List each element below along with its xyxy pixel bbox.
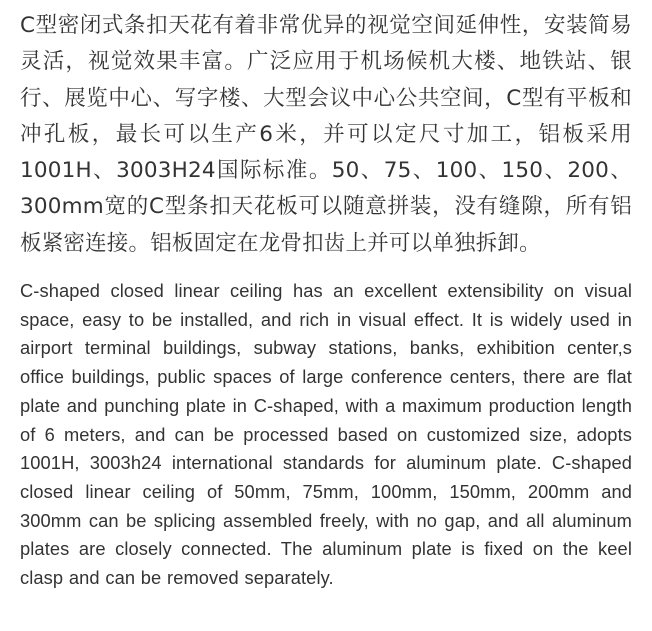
- chinese-description-paragraph: C型密闭式条扣天花有着非常优异的视觉空间延伸性，安装简易灵活，视觉效果丰富。广泛应用于机场候机大楼、地铁站、银行、展览中心、写字楼、大型会议中心公共空间，C型有平板和冲孔板，最长可以生产6米，并可以定尺寸加工，铝板采用1001H、3003H24国际标准。50、75、100、150、200、300mm宽的C型条扣天花板可以随意拼装，没有缝隙，所有铝板紧密连接。铝板固定在龙骨扣齿上并可以单独拆卸。: [20, 13, 632, 256]
- english-description-paragraph: C-shaped closed linear ceiling has an excellent extensibility on visual space, easy to be installed, and rich in visual effect. It is widely used in airport terminal buildings, subway stations, banks, exhibition center,s office buildings, public spaces of large conference centers, there are flat plate and punching plate in C-shaped, with a maximum production length of 6 meters, and can be processed based on customized size, adopts 1001H, 3003h24 international standards for aluminum plate. C-shaped closed linear ceiling of 50mm, 75mm, 100mm, 150mm, 200mm and 300mm can be splicing assembled freely, with no gap, and all aluminum plates are closely connected. The aluminum plate is fixed on the keel clasp and can be removed separately.: [20, 280, 632, 589]
- product-description: [20, 0, 632, 593]
